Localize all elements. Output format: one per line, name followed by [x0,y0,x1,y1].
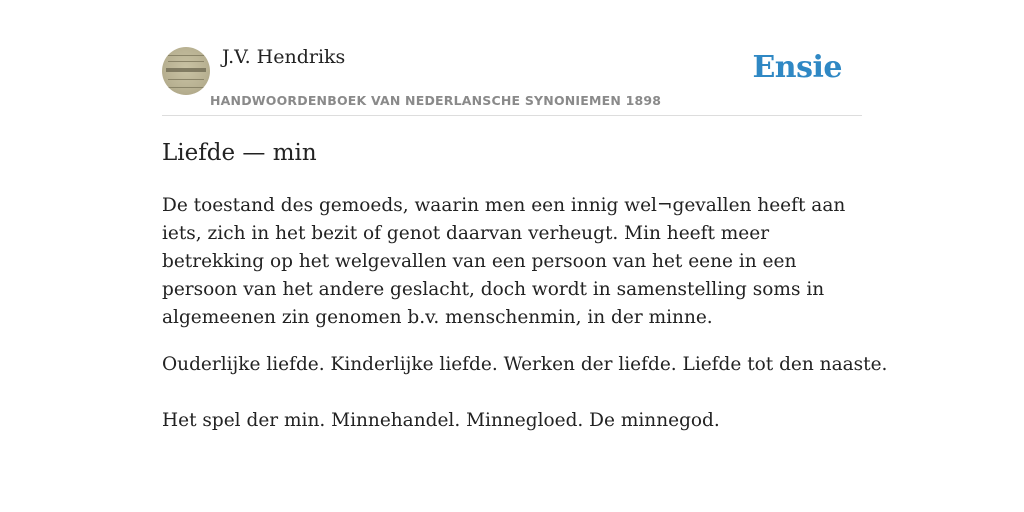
book-cover-icon[interactable] [162,47,210,95]
brand-logo[interactable]: Ensie [752,50,842,85]
cover-rule [168,55,204,56]
entry-title: Liefde — min [162,140,317,166]
content-container [162,0,888,431]
entry-example: Ouderlijke liefde. Kinderlijke liefde. Werken der liefde. Liefde tot den naaste. [162,354,888,375]
cover-rule [168,79,204,80]
author-name[interactable]: J.V. Hendriks [222,46,346,68]
cover-rule [168,61,204,62]
cover-title-band [166,68,206,72]
cover-rule [168,87,204,88]
entry-definition: De toestand des gemoeds, waarin men een innig wel¬gevallen heeft aan iets, zich in het bezit of genot daarvan verheugt. Min heeft meer betrekking op het welgevallen van een persoon van het eene in een persoon van het andere geslacht, doch wordt in samenstelling soms in algemeenen zin genomen b.v. menschenmin, in der minne. [162,195,846,328]
entry-header [162,0,862,116]
source-title[interactable]: HANDWOORDENBOEK VAN NEDERLANSCHE SYNONIEMEN 1898 [210,93,662,108]
entry-example: Het spel der min. Minnehandel. Minnegloed. De minnegod. [162,410,720,431]
